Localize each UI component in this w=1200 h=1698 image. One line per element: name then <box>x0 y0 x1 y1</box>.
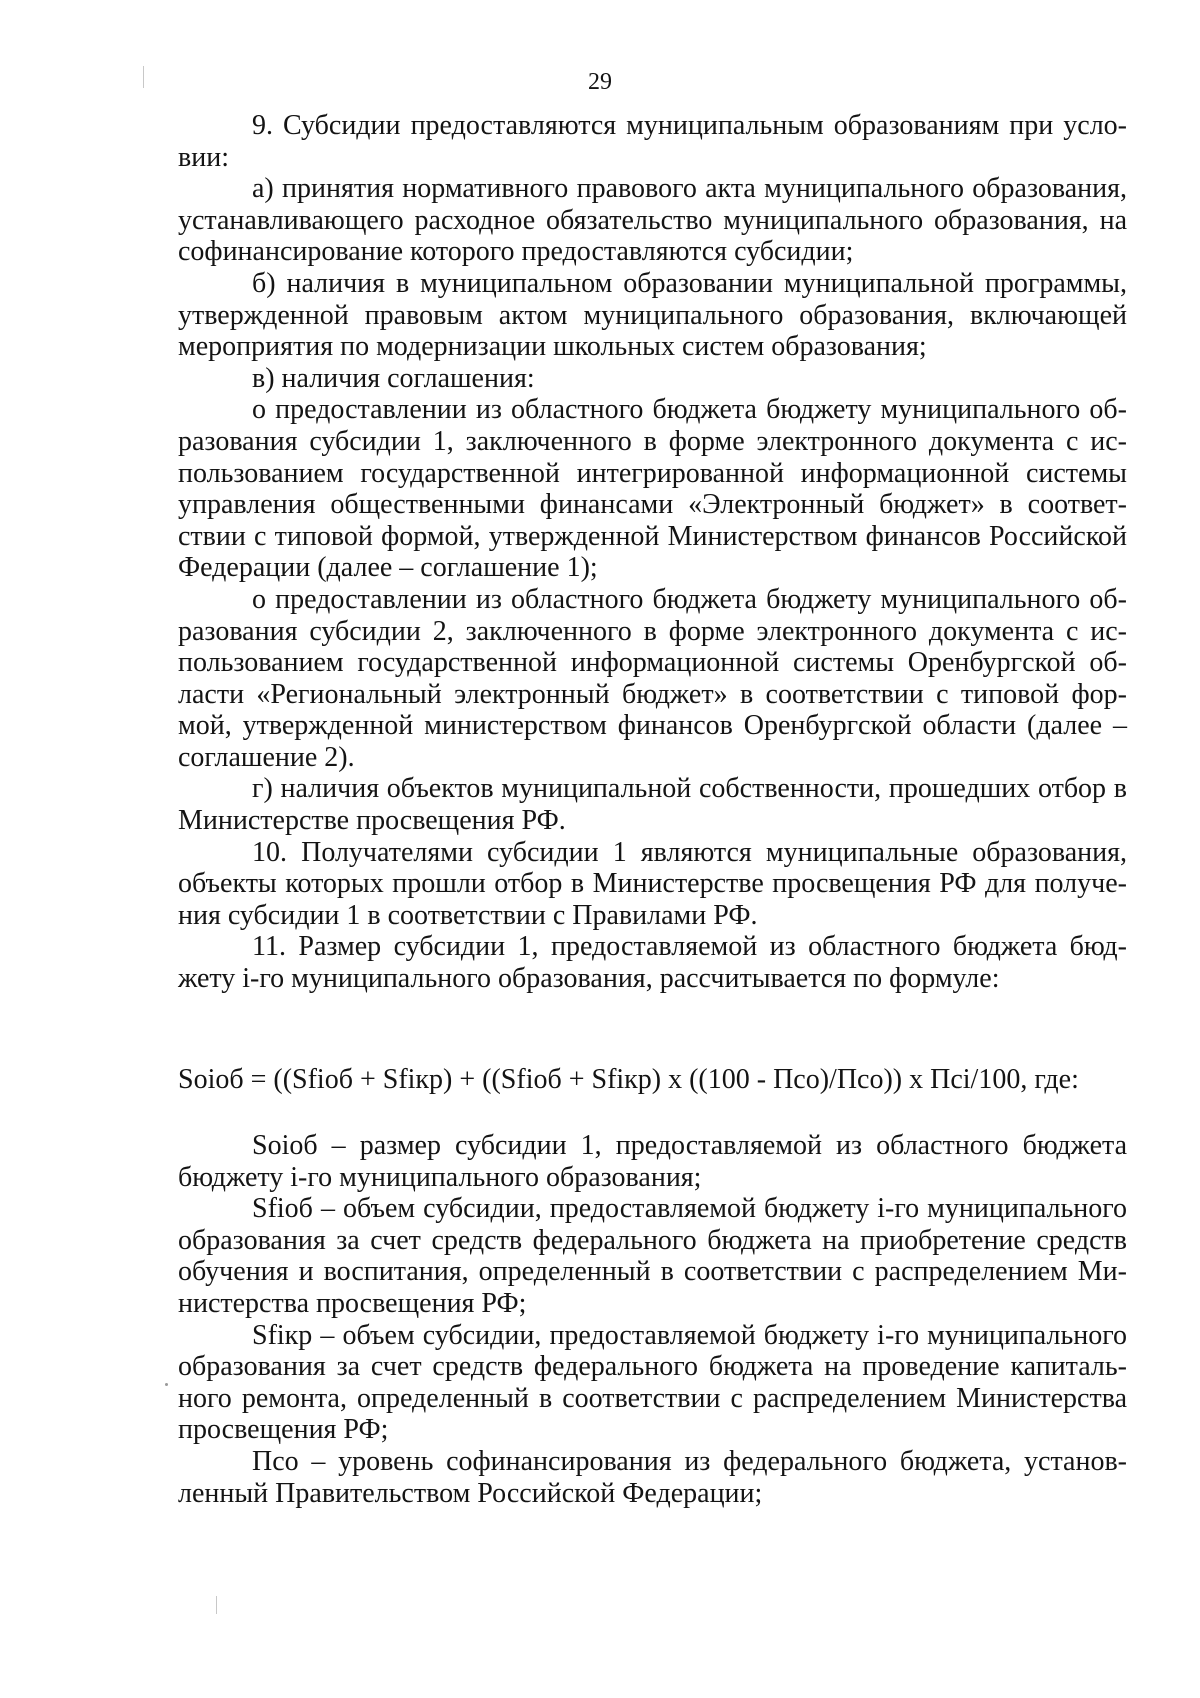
paragraph-9: 9. Субсидии предоставляются муниципальным образованиям при условии: <box>178 110 1127 173</box>
paragraph-agreement-2: о предоставлении из областного бюджета бюджету муниципального образования субсидии 2, заключенного в форме электронного документа с использованием государственной информационной системы Оренбургской области «Региональный электронный бюджет» в соответствии с типовой формой, утвержденной министерством финансов Оренбургской области (далее – соглашение 2). <box>178 583 1127 773</box>
subsidy-formula: Soiоб = ((Sfiоб + Sfiкр) + ((Sfiоб + Sfiкр) x ((100 - Пco)/Пco)) x Пci/100, где: <box>178 1064 1079 1095</box>
scan-artifact-line <box>216 1596 217 1614</box>
formula-definitions <box>178 1130 1127 1509</box>
scan-artifact-dot <box>165 1383 168 1386</box>
paragraph-9a: а) принятия нормативного правового акта муниципального образования, устанавливающего расходное обязательство муниципального образования, на софинансирование которого предоставляются субсидии; <box>178 173 1127 268</box>
definition-sfiob: Sfiоб – объем субсидии, предоставляемой бюджету i-го муниципального образования за счет средств федерального бюджета на приобретение средств обучения и воспитания, определенный в соответствии с распределением Министерства просвещения РФ; <box>178 1193 1127 1319</box>
document-body <box>178 110 1127 995</box>
definition-sfikr: Sfiкр – объем субсидии, предоставляемой бюджету i-го муниципального образования за счет средств федерального бюджета на проведение капитального ремонта, определенный в соответствии с распределением Министерства просвещения РФ; <box>178 1319 1127 1446</box>
definition-soiob: Soiоб – размер субсидии 1, предоставляемой из областного бюджета бюджету i-го муниципального образования; <box>178 1130 1127 1193</box>
paragraph-11: 11. Размер субсидии 1, предоставляемой из областного бюджета бюджету i-го муниципального образования, рассчитывается по формуле: <box>178 931 1127 995</box>
paragraph-10: 10. Получателями субсидии 1 являются муниципальные образования, объекты которых прошли отбор в Министерстве просвещения РФ для получения субсидии 1 в соответствии с Правилами РФ. <box>178 836 1127 931</box>
definition-pco: Пco – уровень софинансирования из федерального бюджета, установленный Правительством Российской Федерации; <box>178 1445 1127 1509</box>
paragraph-9b: б) наличия в муниципальном образовании муниципальной программы, утвержденной правовым актом муниципального образования, включающей мероприятия по модернизации школьных систем образования; <box>178 267 1127 363</box>
paragraph-9g: г) наличия объектов муниципальной собственности, прошедших отбор в Министерстве просвещения РФ. <box>178 773 1127 837</box>
paragraph-9v: в) наличия соглашения: <box>252 362 535 394</box>
paragraph-agreement-1: о предоставлении из областного бюджета бюджету муниципального образования субсидии 1, заключенного в форме электронного документа с использованием государственной интегрированной информационной системы управления общественными финансами «Электронный бюджет» в соответствии с типовой формой, утвержденной Министерством финансов Российской Федерации (далее – соглашение 1); <box>178 394 1127 584</box>
scan-artifact-line <box>143 66 144 88</box>
page-number: 29 <box>588 69 612 95</box>
